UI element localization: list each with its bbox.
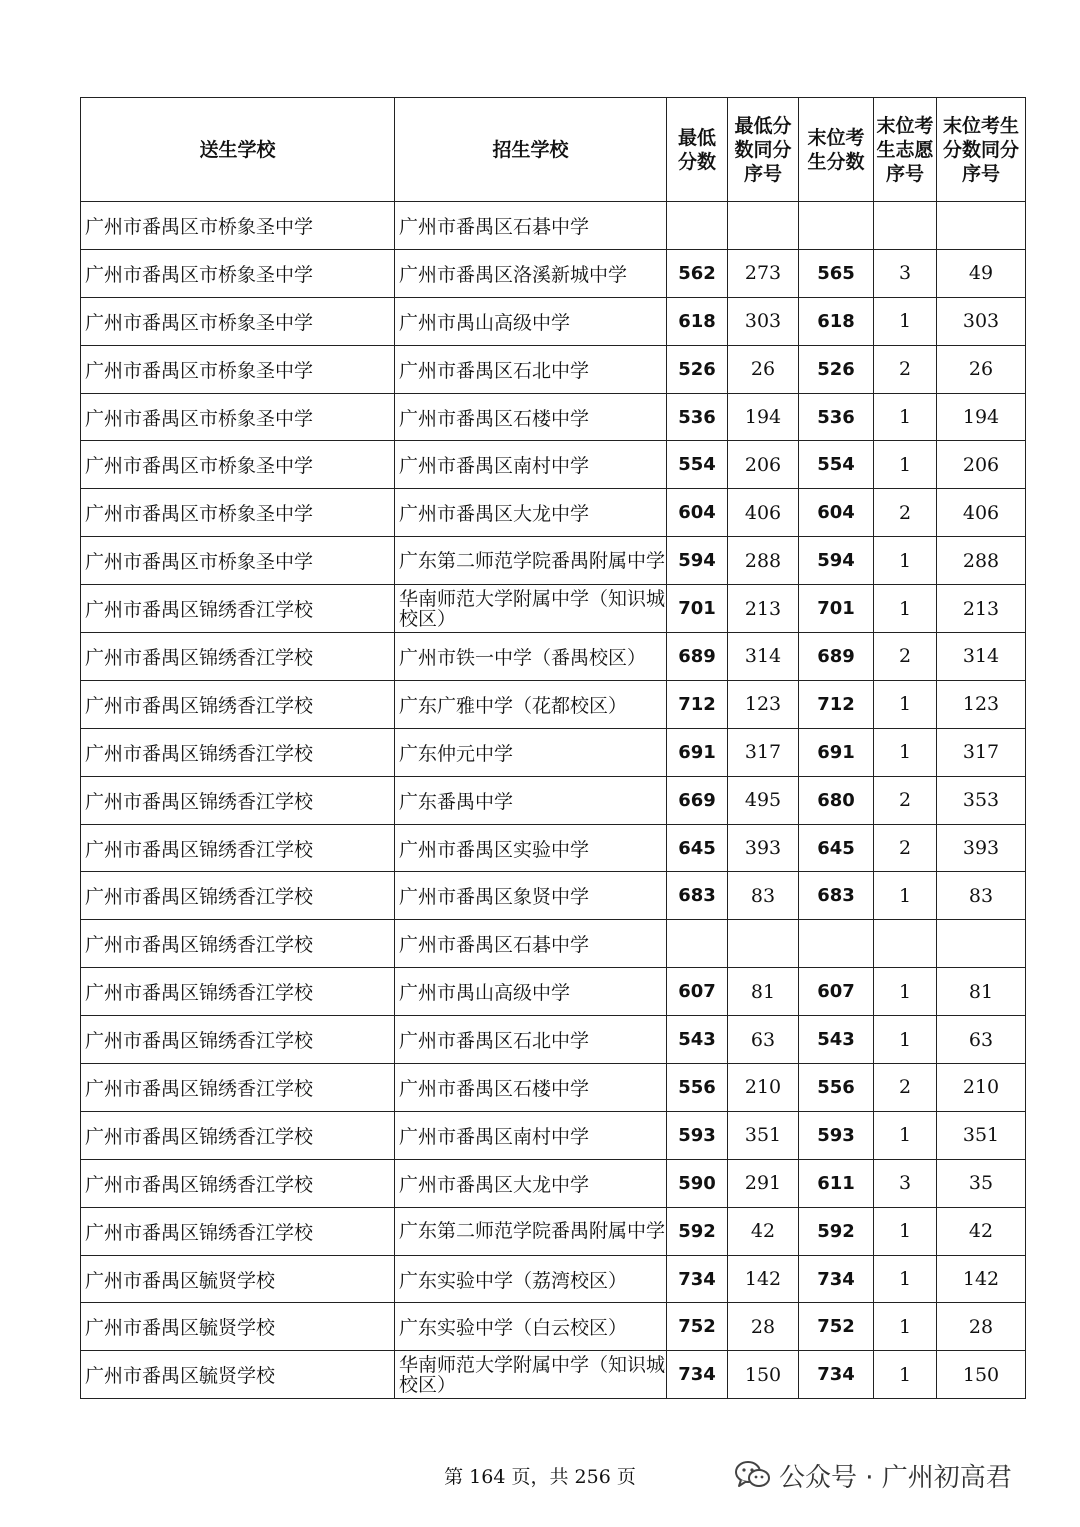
cell-last-choice-rank: 2 bbox=[874, 824, 937, 872]
cell-min-score: 669 bbox=[667, 776, 728, 824]
cell-last-score: 701 bbox=[799, 585, 874, 633]
cell-min-score-tie-rank: 142 bbox=[728, 1255, 799, 1303]
table-row bbox=[81, 728, 1026, 776]
cell-last-choice-rank bbox=[874, 202, 937, 250]
cell-min-score-tie-rank: 194 bbox=[728, 393, 799, 441]
cell-last-score: 592 bbox=[799, 1207, 874, 1255]
cell-admitting-school: 广州市番禺区实验中学 bbox=[395, 824, 667, 872]
cell-min-score: 645 bbox=[667, 824, 728, 872]
cell-last-choice-rank: 2 bbox=[874, 489, 937, 537]
cell-last-score: 526 bbox=[799, 345, 874, 393]
table-row bbox=[81, 297, 1026, 345]
cell-min-score: 526 bbox=[667, 345, 728, 393]
cell-admitting-school: 广州市番禺区石北中学 bbox=[395, 1016, 667, 1064]
cell-min-score-tie-rank: 63 bbox=[728, 1016, 799, 1064]
cell-admitting-school: 广州市禺山高级中学 bbox=[395, 968, 667, 1016]
cell-admitting-school: 广州市番禺区大龙中学 bbox=[395, 489, 667, 537]
cell-sending-school: 广州市番禺区毓贤学校 bbox=[81, 1255, 395, 1303]
cell-admitting-school: 广东广雅中学（花都校区） bbox=[395, 680, 667, 728]
table-row bbox=[81, 489, 1026, 537]
cell-last-score: 712 bbox=[799, 680, 874, 728]
table-row bbox=[81, 633, 1026, 681]
table-row bbox=[81, 1064, 1026, 1112]
cell-last-score-tie-rank: 81 bbox=[937, 968, 1026, 1016]
cell-min-score: 752 bbox=[667, 1303, 728, 1351]
cell-min-score: 734 bbox=[667, 1351, 728, 1399]
cell-sending-school: 广州市番禺区锦绣香江学校 bbox=[81, 680, 395, 728]
cell-admitting-school: 广州市禺山高级中学 bbox=[395, 297, 667, 345]
cell-min-score: 562 bbox=[667, 249, 728, 297]
table-row bbox=[81, 1159, 1026, 1207]
watermark-text: 公众号 · 广州初高君 bbox=[779, 1462, 1012, 1493]
cell-last-score: 607 bbox=[799, 968, 874, 1016]
cell-sending-school: 广州市番禺区锦绣香江学校 bbox=[81, 1159, 395, 1207]
cell-admitting-school: 华南师范大学附属中学（知识城校区） bbox=[395, 585, 667, 633]
cell-last-choice-rank: 1 bbox=[874, 968, 937, 1016]
cell-sending-school: 广州市番禺区锦绣香江学校 bbox=[81, 1016, 395, 1064]
cell-sending-school: 广州市番禺区锦绣香江学校 bbox=[81, 728, 395, 776]
cell-min-score-tie-rank: 317 bbox=[728, 728, 799, 776]
cell-min-score: 536 bbox=[667, 393, 728, 441]
cell-min-score: 734 bbox=[667, 1255, 728, 1303]
cell-last-choice-rank: 2 bbox=[874, 633, 937, 681]
cell-last-choice-rank: 1 bbox=[874, 393, 937, 441]
cell-min-score-tie-rank: 273 bbox=[728, 249, 799, 297]
cell-min-score: 543 bbox=[667, 1016, 728, 1064]
table-row bbox=[81, 1303, 1026, 1351]
cell-admitting-school: 广东仲元中学 bbox=[395, 728, 667, 776]
header-sending-school: 送生学校 bbox=[81, 98, 395, 202]
cell-admitting-school: 广州市铁一中学（番禺校区） bbox=[395, 633, 667, 681]
cell-last-score: 554 bbox=[799, 441, 874, 489]
cell-last-score: 593 bbox=[799, 1111, 874, 1159]
cell-admitting-school: 华南师范大学附属中学（知识城校区） bbox=[395, 1351, 667, 1399]
table-row bbox=[81, 920, 1026, 968]
cell-min-score-tie-rank: 495 bbox=[728, 776, 799, 824]
cell-last-choice-rank: 2 bbox=[874, 345, 937, 393]
cell-sending-school: 广州市番禺区锦绣香江学校 bbox=[81, 968, 395, 1016]
header-admitting-school: 招生学校 bbox=[395, 98, 667, 202]
table-row bbox=[81, 824, 1026, 872]
cell-admitting-school: 广东第二师范学院番禺附属中学 bbox=[395, 537, 667, 585]
cell-admitting-school: 广东第二师范学院番禺附属中学 bbox=[395, 1207, 667, 1255]
cell-min-score: 590 bbox=[667, 1159, 728, 1207]
cell-min-score: 554 bbox=[667, 441, 728, 489]
cell-last-choice-rank: 1 bbox=[874, 1207, 937, 1255]
cell-min-score: 556 bbox=[667, 1064, 728, 1112]
cell-sending-school: 广州市番禺区市桥象圣中学 bbox=[81, 249, 395, 297]
cell-min-score-tie-rank: 206 bbox=[728, 441, 799, 489]
cell-min-score: 689 bbox=[667, 633, 728, 681]
cell-last-score: 618 bbox=[799, 297, 874, 345]
cell-last-score-tie-rank: 42 bbox=[937, 1207, 1026, 1255]
table-row bbox=[81, 585, 1026, 633]
cell-min-score-tie-rank: 81 bbox=[728, 968, 799, 1016]
cell-min-score-tie-rank: 210 bbox=[728, 1064, 799, 1112]
cell-sending-school: 广州市番禺区锦绣香江学校 bbox=[81, 1111, 395, 1159]
cell-sending-school: 广州市番禺区锦绣香江学校 bbox=[81, 1207, 395, 1255]
cell-min-score-tie-rank: 83 bbox=[728, 872, 799, 920]
cell-last-choice-rank: 2 bbox=[874, 1064, 937, 1112]
cell-last-score: 543 bbox=[799, 1016, 874, 1064]
cell-last-choice-rank: 1 bbox=[874, 872, 937, 920]
cell-last-choice-rank: 1 bbox=[874, 585, 937, 633]
table-row bbox=[81, 1351, 1026, 1399]
cell-last-choice-rank: 3 bbox=[874, 1159, 937, 1207]
cell-last-score-tie-rank: 303 bbox=[937, 297, 1026, 345]
cell-last-score-tie-rank: 142 bbox=[937, 1255, 1026, 1303]
cell-min-score-tie-rank: 150 bbox=[728, 1351, 799, 1399]
table-row bbox=[81, 776, 1026, 824]
table-row bbox=[81, 1207, 1026, 1255]
cell-last-score: 680 bbox=[799, 776, 874, 824]
cell-sending-school: 广州市番禺区毓贤学校 bbox=[81, 1351, 395, 1399]
table-row bbox=[81, 441, 1026, 489]
cell-last-score: 645 bbox=[799, 824, 874, 872]
cell-last-choice-rank: 2 bbox=[874, 776, 937, 824]
cell-admitting-school: 广州市番禺区石北中学 bbox=[395, 345, 667, 393]
cell-last-choice-rank: 1 bbox=[874, 441, 937, 489]
cell-last-score-tie-rank: 63 bbox=[937, 1016, 1026, 1064]
cell-min-score-tie-rank: 288 bbox=[728, 537, 799, 585]
cell-admitting-school: 广州市番禺区洛溪新城中学 bbox=[395, 249, 667, 297]
cell-last-score-tie-rank: 351 bbox=[937, 1111, 1026, 1159]
cell-admitting-school: 广东番禺中学 bbox=[395, 776, 667, 824]
cell-min-score-tie-rank bbox=[728, 920, 799, 968]
cell-sending-school: 广州市番禺区锦绣香江学校 bbox=[81, 872, 395, 920]
cell-last-score-tie-rank: 194 bbox=[937, 393, 1026, 441]
cell-sending-school: 广州市番禺区锦绣香江学校 bbox=[81, 776, 395, 824]
cell-last-score-tie-rank: 26 bbox=[937, 345, 1026, 393]
cell-sending-school: 广州市番禺区市桥象圣中学 bbox=[81, 441, 395, 489]
cell-min-score bbox=[667, 202, 728, 250]
cell-admitting-school: 广州市番禺区石楼中学 bbox=[395, 393, 667, 441]
cell-min-score-tie-rank: 351 bbox=[728, 1111, 799, 1159]
table-row bbox=[81, 393, 1026, 441]
cell-sending-school: 广州市番禺区市桥象圣中学 bbox=[81, 393, 395, 441]
cell-sending-school: 广州市番禺区锦绣香江学校 bbox=[81, 585, 395, 633]
cell-min-score: 594 bbox=[667, 537, 728, 585]
cell-min-score-tie-rank: 123 bbox=[728, 680, 799, 728]
cell-admitting-school: 广州市番禺区象贤中学 bbox=[395, 872, 667, 920]
page-number: 第 164 页，共 256 页 bbox=[444, 1466, 636, 1488]
table-row bbox=[81, 1255, 1026, 1303]
cell-min-score-tie-rank: 314 bbox=[728, 633, 799, 681]
cell-last-choice-rank: 1 bbox=[874, 1303, 937, 1351]
cell-last-score: 536 bbox=[799, 393, 874, 441]
cell-last-score: 683 bbox=[799, 872, 874, 920]
header-min-score: 最低分数 bbox=[667, 98, 728, 202]
cell-last-score-tie-rank: 213 bbox=[937, 585, 1026, 633]
cell-min-score-tie-rank: 291 bbox=[728, 1159, 799, 1207]
cell-min-score-tie-rank: 213 bbox=[728, 585, 799, 633]
cell-last-score-tie-rank: 49 bbox=[937, 249, 1026, 297]
table-row bbox=[81, 249, 1026, 297]
cell-min-score: 592 bbox=[667, 1207, 728, 1255]
cell-last-choice-rank: 1 bbox=[874, 728, 937, 776]
cell-min-score-tie-rank: 28 bbox=[728, 1303, 799, 1351]
cell-last-score-tie-rank: 314 bbox=[937, 633, 1026, 681]
header-last-score: 末位考生分数 bbox=[799, 98, 874, 202]
cell-sending-school: 广州市番禺区市桥象圣中学 bbox=[81, 537, 395, 585]
table-row bbox=[81, 1016, 1026, 1064]
table-row bbox=[81, 872, 1026, 920]
cell-last-score-tie-rank bbox=[937, 920, 1026, 968]
cell-admitting-school: 广州市番禺区南村中学 bbox=[395, 441, 667, 489]
cell-min-score: 593 bbox=[667, 1111, 728, 1159]
cell-last-score-tie-rank: 35 bbox=[937, 1159, 1026, 1207]
cell-min-score-tie-rank: 406 bbox=[728, 489, 799, 537]
cell-last-score: 611 bbox=[799, 1159, 874, 1207]
cell-sending-school: 广州市番禺区市桥象圣中学 bbox=[81, 489, 395, 537]
cell-last-score: 734 bbox=[799, 1255, 874, 1303]
cell-admitting-school: 广东实验中学（荔湾校区） bbox=[395, 1255, 667, 1303]
cell-admitting-school: 广州市番禺区南村中学 bbox=[395, 1111, 667, 1159]
cell-sending-school: 广州市番禺区市桥象圣中学 bbox=[81, 202, 395, 250]
cell-sending-school: 广州市番禺区锦绣香江学校 bbox=[81, 1064, 395, 1112]
header-last-score-tie-rank: 末位考生分数同分序号 bbox=[937, 98, 1026, 202]
cell-last-score: 565 bbox=[799, 249, 874, 297]
table-row bbox=[81, 968, 1026, 1016]
cell-last-score-tie-rank: 28 bbox=[937, 1303, 1026, 1351]
cell-sending-school: 广州市番禺区锦绣香江学校 bbox=[81, 633, 395, 681]
cell-last-score-tie-rank bbox=[937, 202, 1026, 250]
cell-admitting-school: 广州市番禺区石楼中学 bbox=[395, 1064, 667, 1112]
cell-min-score: 683 bbox=[667, 872, 728, 920]
cell-last-score: 734 bbox=[799, 1351, 874, 1399]
cell-min-score: 691 bbox=[667, 728, 728, 776]
cell-last-choice-rank: 1 bbox=[874, 1255, 937, 1303]
table-row bbox=[81, 345, 1026, 393]
cell-sending-school: 广州市番禺区市桥象圣中学 bbox=[81, 345, 395, 393]
cell-last-choice-rank: 1 bbox=[874, 1111, 937, 1159]
cell-last-score: 604 bbox=[799, 489, 874, 537]
cell-last-choice-rank: 1 bbox=[874, 297, 937, 345]
cell-min-score-tie-rank: 303 bbox=[728, 297, 799, 345]
cell-last-score-tie-rank: 406 bbox=[937, 489, 1026, 537]
cell-last-choice-rank: 1 bbox=[874, 1016, 937, 1064]
cell-admitting-school: 广州市番禺区石碁中学 bbox=[395, 920, 667, 968]
cell-last-score-tie-rank: 150 bbox=[937, 1351, 1026, 1399]
table-row bbox=[81, 537, 1026, 585]
cell-sending-school: 广州市番禺区市桥象圣中学 bbox=[81, 297, 395, 345]
cell-last-choice-rank: 1 bbox=[874, 537, 937, 585]
cell-last-choice-rank: 3 bbox=[874, 249, 937, 297]
table-row bbox=[81, 680, 1026, 728]
cell-last-score-tie-rank: 288 bbox=[937, 537, 1026, 585]
cell-last-score-tie-rank: 210 bbox=[937, 1064, 1026, 1112]
cell-last-score-tie-rank: 83 bbox=[937, 872, 1026, 920]
cell-last-choice-rank: 1 bbox=[874, 1351, 937, 1399]
cell-admitting-school: 广州市番禺区大龙中学 bbox=[395, 1159, 667, 1207]
cell-last-score-tie-rank: 393 bbox=[937, 824, 1026, 872]
cell-last-choice-rank: 1 bbox=[874, 680, 937, 728]
cell-last-score: 689 bbox=[799, 633, 874, 681]
cell-last-score-tie-rank: 353 bbox=[937, 776, 1026, 824]
cell-min-score-tie-rank: 393 bbox=[728, 824, 799, 872]
cell-min-score: 604 bbox=[667, 489, 728, 537]
cell-min-score: 701 bbox=[667, 585, 728, 633]
cell-last-score-tie-rank: 123 bbox=[937, 680, 1026, 728]
table-row bbox=[81, 202, 1026, 250]
cell-min-score-tie-rank bbox=[728, 202, 799, 250]
cell-min-score: 607 bbox=[667, 968, 728, 1016]
cell-last-score: 691 bbox=[799, 728, 874, 776]
cell-sending-school: 广州市番禺区毓贤学校 bbox=[81, 1303, 395, 1351]
header-min-score-tie-rank: 最低分数同分序号 bbox=[728, 98, 799, 202]
cell-last-choice-rank bbox=[874, 920, 937, 968]
cell-min-score: 618 bbox=[667, 297, 728, 345]
cell-last-score: 556 bbox=[799, 1064, 874, 1112]
cell-last-score-tie-rank: 317 bbox=[937, 728, 1026, 776]
cell-min-score-tie-rank: 26 bbox=[728, 345, 799, 393]
header-last-choice-rank: 末位考生志愿序号 bbox=[874, 98, 937, 202]
cell-sending-school: 广州市番禺区锦绣香江学校 bbox=[81, 824, 395, 872]
cell-last-score: 594 bbox=[799, 537, 874, 585]
table-row bbox=[81, 1111, 1026, 1159]
table-header-row bbox=[81, 98, 1026, 202]
cell-last-score bbox=[799, 920, 874, 968]
cell-admitting-school: 广州市番禺区石碁中学 bbox=[395, 202, 667, 250]
cell-min-score-tie-rank: 42 bbox=[728, 1207, 799, 1255]
admission-table bbox=[80, 97, 1026, 1399]
cell-admitting-school: 广东实验中学（白云校区） bbox=[395, 1303, 667, 1351]
cell-last-score bbox=[799, 202, 874, 250]
cell-sending-school: 广州市番禺区锦绣香江学校 bbox=[81, 920, 395, 968]
cell-min-score: 712 bbox=[667, 680, 728, 728]
watermark bbox=[735, 1458, 1012, 1492]
cell-last-score: 752 bbox=[799, 1303, 874, 1351]
cell-min-score bbox=[667, 920, 728, 968]
cell-last-score-tie-rank: 206 bbox=[937, 441, 1026, 489]
wechat-icon bbox=[735, 1460, 771, 1490]
